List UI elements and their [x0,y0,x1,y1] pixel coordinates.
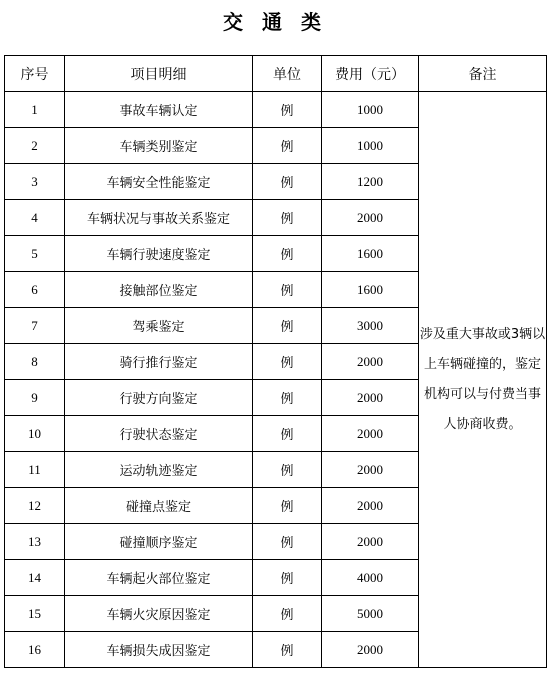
row-fee-cell: 2000 [322,488,419,524]
row-fee-cell: 2000 [322,524,419,560]
row-no-cell: 9 [5,380,65,416]
row-item-cell: 碰撞点鉴定 [65,488,253,524]
row-fee-cell: 2000 [322,344,419,380]
row-unit-cell: 例 [253,92,322,128]
row-item-cell: 事故车辆认定 [65,92,253,128]
row-no-cell: 15 [5,596,65,632]
row-no-cell: 11 [5,452,65,488]
row-item-cell: 车辆损失成因鉴定 [65,632,253,668]
row-fee-cell: 1200 [322,164,419,200]
row-item-cell: 接触部位鉴定 [65,272,253,308]
row-no-cell: 7 [5,308,65,344]
row-fee-cell: 2000 [322,632,419,668]
row-fee-cell: 1000 [322,128,419,164]
row-item-cell: 车辆安全性能鉴定 [65,164,253,200]
row-unit-cell: 例 [253,164,322,200]
row-no-cell: 16 [5,632,65,668]
row-no-cell: 8 [5,344,65,380]
row-no-cell: 6 [5,272,65,308]
row-unit-cell: 例 [253,344,322,380]
row-fee-cell: 2000 [322,452,419,488]
row-fee-cell: 5000 [322,596,419,632]
row-unit-cell: 例 [253,560,322,596]
row-unit-cell: 例 [253,200,322,236]
row-item-cell: 驾乘鉴定 [65,308,253,344]
table-header-row [5,56,547,92]
page-title: 交 通 类 [223,10,327,34]
row-unit-cell: 例 [253,128,322,164]
remark-cell: 涉及重大事故或3辆以上车辆碰撞的，鉴定机构可以与付费当事人协商收费。 [419,92,547,668]
header-item: 项目明细 [65,56,253,92]
table-row [5,92,547,128]
row-fee-cell: 3000 [322,308,419,344]
row-no-cell: 4 [5,200,65,236]
header-fee: 费用（元） [322,56,419,92]
row-unit-cell: 例 [253,452,322,488]
header-no: 序号 [5,56,65,92]
row-item-cell: 车辆类别鉴定 [65,128,253,164]
row-no-cell: 5 [5,236,65,272]
row-no-cell: 13 [5,524,65,560]
row-item-cell: 运动轨迹鉴定 [65,452,253,488]
row-fee-cell: 1000 [322,92,419,128]
row-unit-cell: 例 [253,380,322,416]
header-remark: 备注 [419,56,547,92]
row-fee-cell: 2000 [322,416,419,452]
row-fee-cell: 4000 [322,560,419,596]
row-unit-cell: 例 [253,308,322,344]
row-no-cell: 1 [5,92,65,128]
row-fee-cell: 1600 [322,236,419,272]
table-body [5,92,547,668]
row-unit-cell: 例 [253,416,322,452]
row-no-cell: 2 [5,128,65,164]
row-item-cell: 行驶状态鉴定 [65,416,253,452]
header-unit: 单位 [253,56,322,92]
row-no-cell: 12 [5,488,65,524]
row-no-cell: 10 [5,416,65,452]
row-item-cell: 骑行推行鉴定 [65,344,253,380]
row-fee-cell: 1600 [322,272,419,308]
row-unit-cell: 例 [253,236,322,272]
row-no-cell: 3 [5,164,65,200]
row-unit-cell: 例 [253,488,322,524]
row-fee-cell: 2000 [322,380,419,416]
row-unit-cell: 例 [253,596,322,632]
row-item-cell: 碰撞顺序鉴定 [65,524,253,560]
row-item-cell: 车辆火灾原因鉴定 [65,596,253,632]
fee-table [4,55,547,668]
row-item-cell: 车辆状况与事故关系鉴定 [65,200,253,236]
row-item-cell: 车辆起火部位鉴定 [65,560,253,596]
row-no-cell: 14 [5,560,65,596]
row-unit-cell: 例 [253,524,322,560]
row-unit-cell: 例 [253,272,322,308]
row-item-cell: 车辆行驶速度鉴定 [65,236,253,272]
row-item-cell: 行驶方向鉴定 [65,380,253,416]
row-unit-cell: 例 [253,632,322,668]
row-fee-cell: 2000 [322,200,419,236]
